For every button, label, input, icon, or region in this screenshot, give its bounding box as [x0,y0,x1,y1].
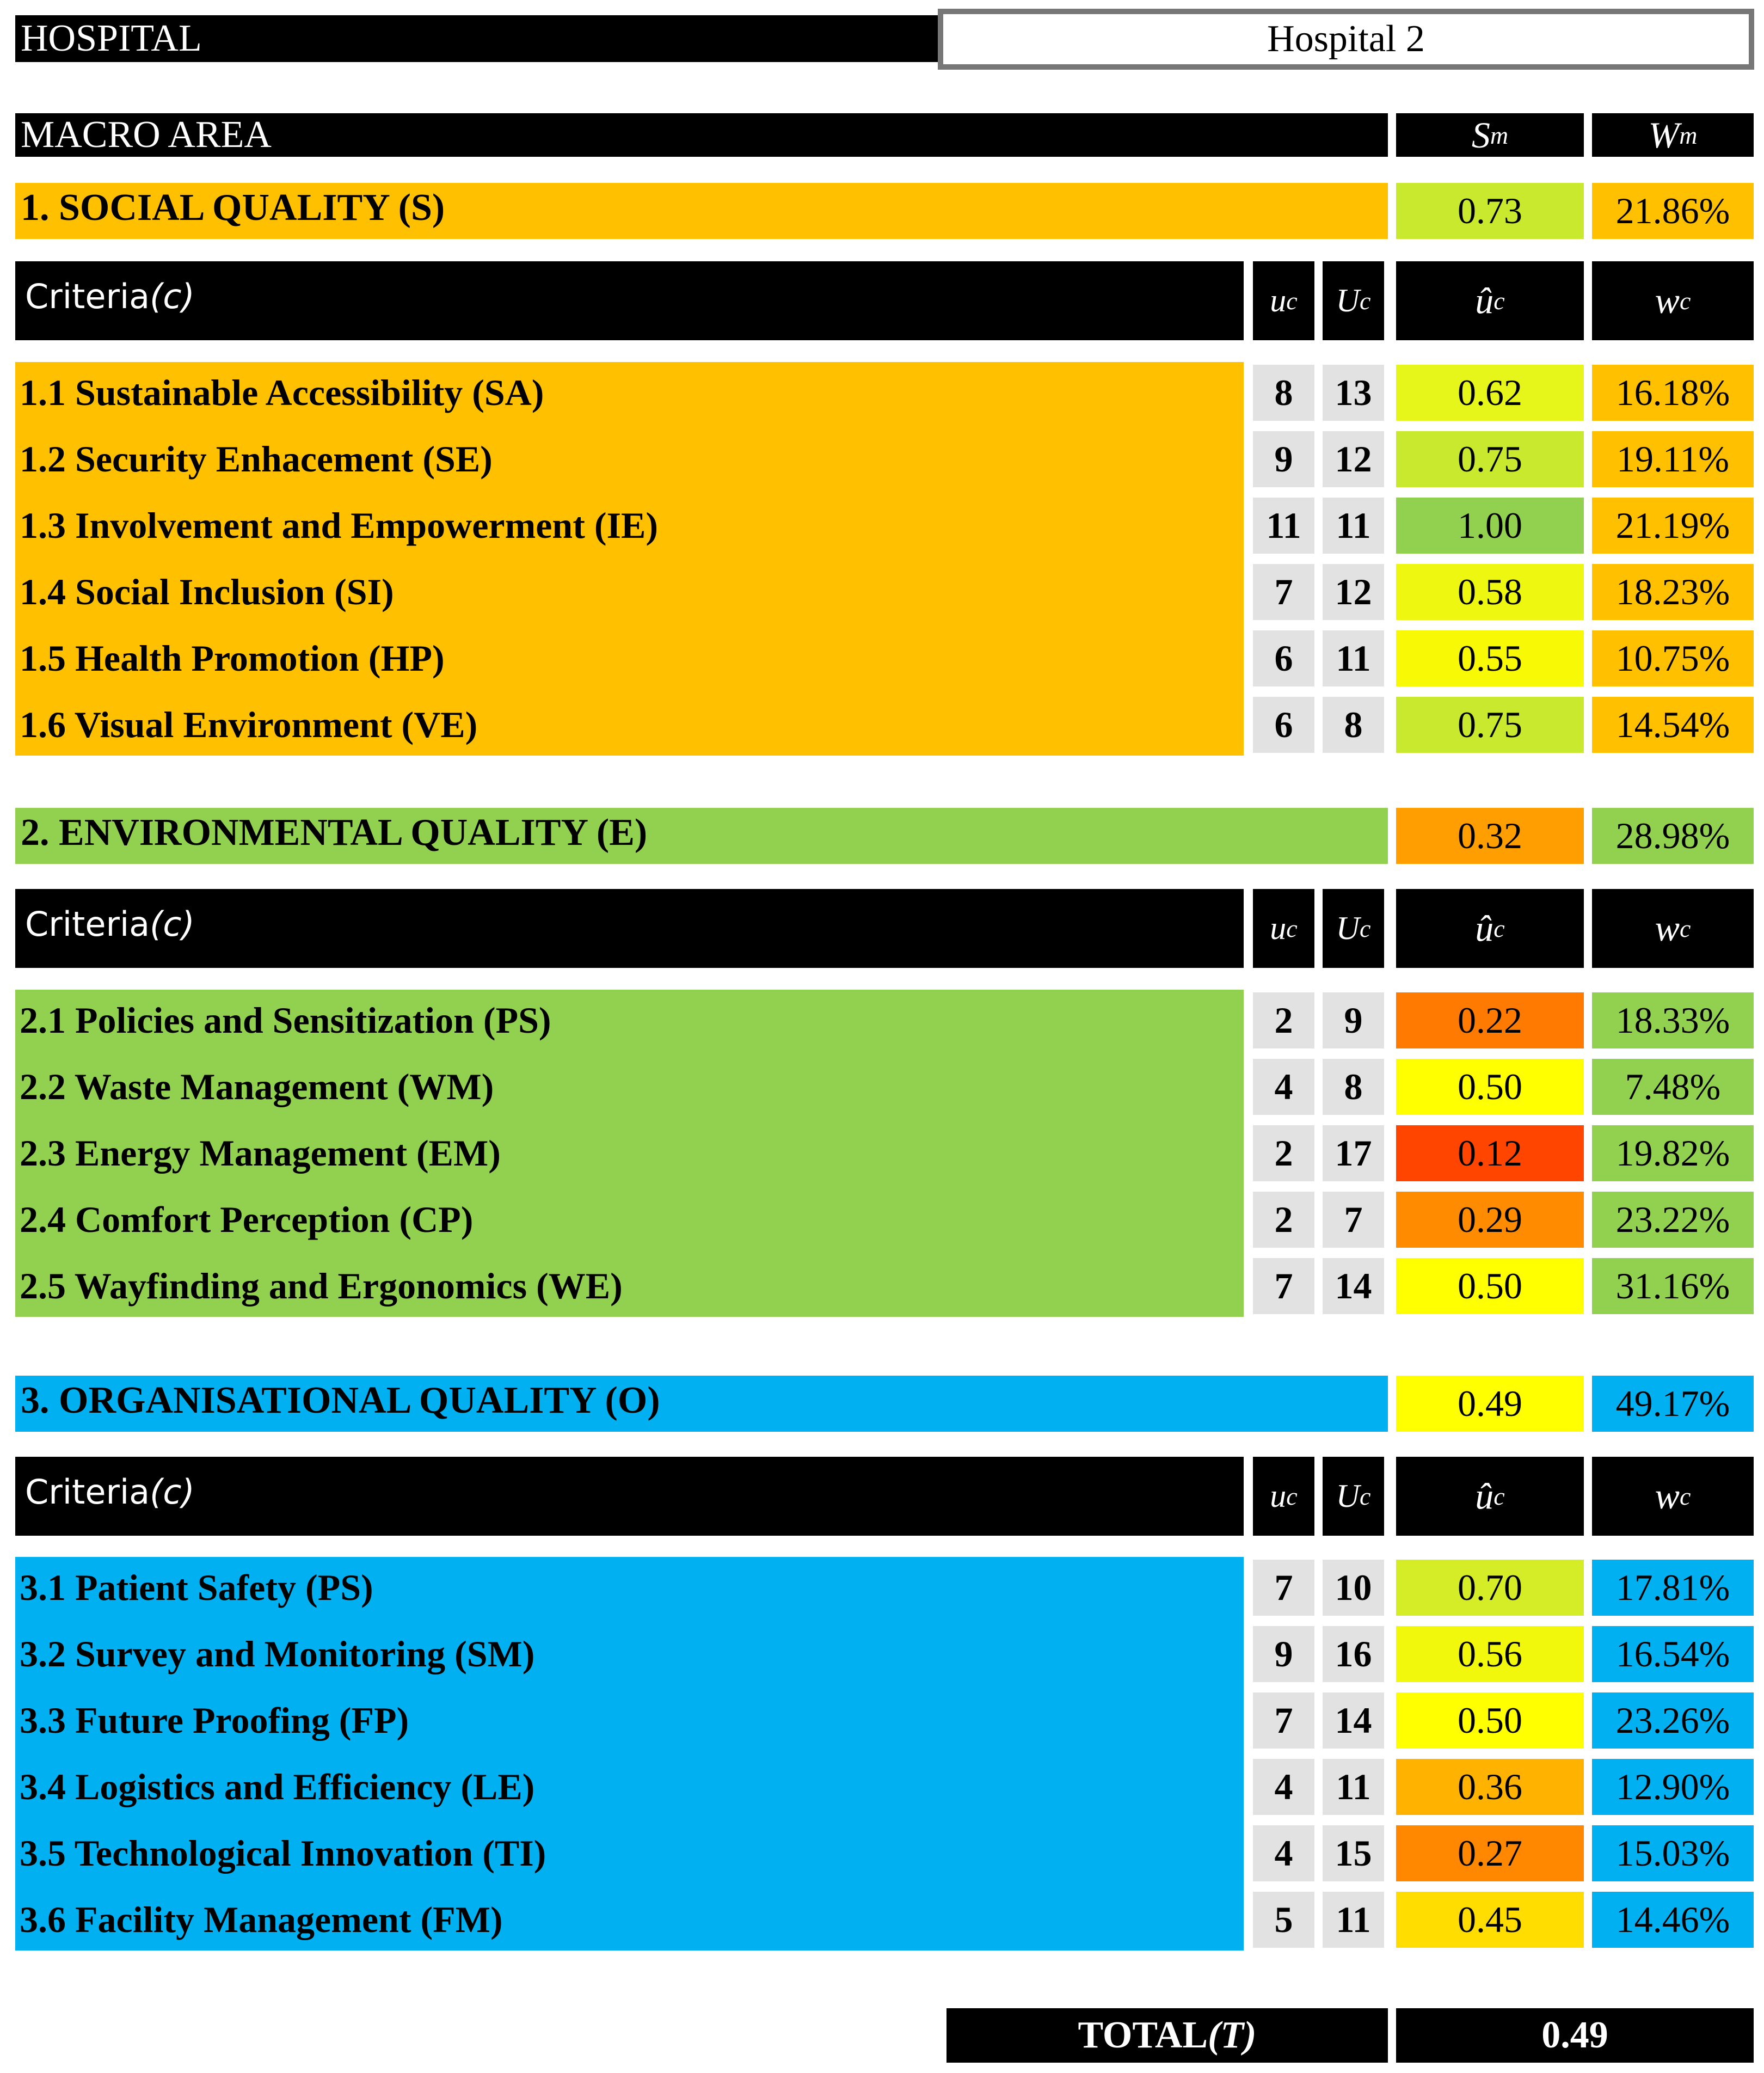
criterion-U: 8 [1323,1059,1384,1115]
section-title-environmental: 2. ENVIRONMENTAL QUALITY (E) [15,808,1388,864]
u-column-header: u c [1253,889,1314,968]
criterion-w: 16.18% [1592,365,1754,421]
criterion-name: 1.2 Security Enhacement (SE) [20,438,493,480]
criteria-header: Criteria (c) [15,261,1244,340]
criterion-name: 3.1 Patient Safety (PS) [20,1567,373,1608]
criterion-uhat: 0.75 [1396,697,1584,753]
criterion-w: 18.23% [1592,564,1754,620]
section-sm-value: 0.73 [1396,183,1584,239]
criterion-w: 12.90% [1592,1759,1754,1815]
criterion-name: 3.2 Survey and Monitoring (SM) [20,1633,535,1675]
section-sm-value: 0.32 [1396,808,1584,864]
U-column-header: U c [1323,889,1384,968]
criterion-u: 6 [1253,697,1314,753]
criterion-U: 12 [1323,564,1384,620]
hospital-name-value: Hospital 2 [1267,18,1425,60]
criterion-U: 11 [1323,498,1384,554]
criterion-U: 17 [1323,1125,1384,1181]
criterion-uhat: 0.58 [1396,564,1584,620]
criterion-U: 11 [1323,630,1384,686]
criterion-uhat: 0.50 [1396,1059,1584,1115]
criterion-U: 11 [1323,1892,1384,1948]
criterion-uhat: 1.00 [1396,498,1584,554]
criterion-name: 3.4 Logistics and Efficiency (LE) [20,1766,535,1807]
criterion-U: 14 [1323,1258,1384,1314]
criterion-u: 9 [1253,431,1314,487]
criterion-name: 2.2 Waste Management (WM) [20,1066,494,1107]
criterion-U: 9 [1323,992,1384,1048]
criterion-u: 11 [1253,498,1314,554]
criterion-u: 9 [1253,1626,1314,1682]
criterion-U: 14 [1323,1692,1384,1749]
w-column-header: w c [1592,889,1754,968]
criterion-uhat: 0.56 [1396,1626,1584,1682]
criterion-name: 2.3 Energy Management (EM) [20,1132,501,1174]
macro-area-header: MACRO AREA [15,113,1388,157]
criterion-u: 8 [1253,365,1314,421]
w-column-header: w c [1592,261,1754,340]
u-column-header: u c [1253,261,1314,340]
U-column-header: U c [1323,261,1384,340]
criterion-u: 5 [1253,1892,1314,1948]
criterion-U: 12 [1323,431,1384,487]
uhat-column-header: û c [1396,889,1584,968]
total-label: TOTAL (T) [946,2008,1388,2063]
criterion-name: 1.4 Social Inclusion (SI) [20,571,394,612]
criterion-uhat: 0.12 [1396,1125,1584,1181]
criterion-name: 1.6 Visual Environment (VE) [20,704,478,745]
criterion-w: 17.81% [1592,1560,1754,1616]
criterion-name: 1.1 Sustainable Accessibility (SA) [20,372,544,413]
criterion-name: 1.3 Involvement and Empowerment (IE) [20,505,658,546]
criterion-w: 19.82% [1592,1125,1754,1181]
section-title-social: 1. SOCIAL QUALITY (S) [15,183,1388,239]
section-wm-value: 21.86% [1592,183,1754,239]
criterion-w: 23.26% [1592,1692,1754,1749]
criterion-uhat: 0.70 [1396,1560,1584,1616]
criteria-header: Criteria (c) [15,889,1244,968]
hospital-label: HOSPITAL [15,15,938,62]
criterion-name: 1.5 Health Promotion (HP) [20,637,445,679]
w-column-header: w c [1592,1457,1754,1536]
criterion-uhat: 0.75 [1396,431,1584,487]
criterion-uhat: 0.27 [1396,1825,1584,1881]
criterion-u: 7 [1253,564,1314,620]
wm-column-header: W m [1592,113,1754,157]
criterion-w: 7.48% [1592,1059,1754,1115]
criterion-w: 14.54% [1592,697,1754,753]
criterion-u: 7 [1253,1692,1314,1749]
uhat-column-header: û c [1396,1457,1584,1536]
criterion-u: 7 [1253,1560,1314,1616]
criterion-name: 3.6 Facility Management (FM) [20,1899,503,1940]
criterion-name: 2.1 Policies and Sensitization (PS) [20,999,551,1041]
criterion-u: 2 [1253,992,1314,1048]
criterion-w: 15.03% [1592,1825,1754,1881]
criterion-u: 2 [1253,1192,1314,1248]
uhat-column-header: û c [1396,261,1584,340]
criterion-name: 2.5 Wayfinding and Ergonomics (WE) [20,1265,623,1307]
criterion-w: 19.11% [1592,431,1754,487]
criterion-w: 21.19% [1592,498,1754,554]
criterion-name: 2.4 Comfort Perception (CP) [20,1199,474,1240]
hospital-name-field[interactable] [938,9,1754,70]
criterion-w: 18.33% [1592,992,1754,1048]
criterion-u: 4 [1253,1759,1314,1815]
criterion-uhat: 0.62 [1396,365,1584,421]
criterion-U: 16 [1323,1626,1384,1682]
criterion-U: 11 [1323,1759,1384,1815]
criterion-w: 10.75% [1592,630,1754,686]
u-column-header: u c [1253,1457,1314,1536]
criterion-u: 2 [1253,1125,1314,1181]
criterion-u: 7 [1253,1258,1314,1314]
section-wm-value: 28.98% [1592,808,1754,864]
criterion-uhat: 0.36 [1396,1759,1584,1815]
sm-column-header: S m [1396,113,1584,157]
criterion-u: 4 [1253,1059,1314,1115]
criterion-w: 23.22% [1592,1192,1754,1248]
criterion-name: 3.5 Technological Innovation (TI) [20,1832,546,1874]
section-title-organisational: 3. ORGANISATIONAL QUALITY (O) [15,1376,1388,1432]
criterion-uhat: 0.22 [1396,992,1584,1048]
criterion-w: 16.54% [1592,1626,1754,1682]
U-column-header: U c [1323,1457,1384,1536]
criterion-uhat: 0.50 [1396,1692,1584,1749]
total-value: 0.49 [1396,2008,1754,2063]
criterion-U: 8 [1323,697,1384,753]
criterion-uhat: 0.45 [1396,1892,1584,1948]
criterion-w: 31.16% [1592,1258,1754,1314]
criterion-name: 3.3 Future Proofing (FP) [20,1700,409,1741]
criterion-u: 4 [1253,1825,1314,1881]
criterion-u: 6 [1253,630,1314,686]
section-wm-value: 49.17% [1592,1376,1754,1432]
criterion-U: 15 [1323,1825,1384,1881]
criterion-uhat: 0.29 [1396,1192,1584,1248]
criterion-uhat: 0.50 [1396,1258,1584,1314]
criterion-U: 10 [1323,1560,1384,1616]
criterion-w: 14.46% [1592,1892,1754,1948]
criteria-header: Criteria (c) [15,1457,1244,1536]
criterion-U: 13 [1323,365,1384,421]
criterion-uhat: 0.55 [1396,630,1584,686]
section-sm-value: 0.49 [1396,1376,1584,1432]
criterion-U: 7 [1323,1192,1384,1248]
